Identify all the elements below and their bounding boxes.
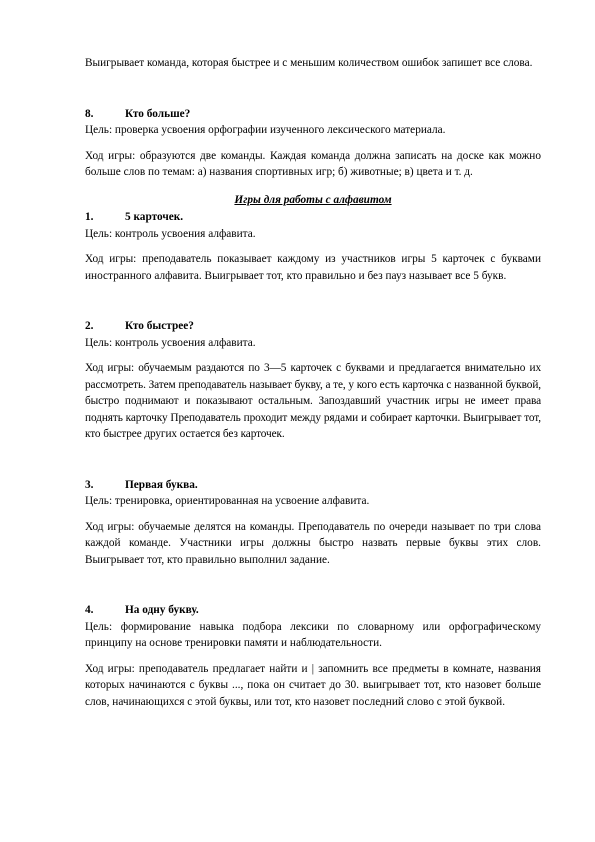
game-3-title: Первая буква.: [125, 478, 198, 491]
game-8-heading: [85, 106, 541, 123]
game-1-course: Ход игры: преподаватель показывает каждому из участников игры 5 карточек с буквами иностранного алфавита. Выигрывает тот, кто правильно и без пауз называет все 5 букв.: [85, 253, 541, 282]
game-8-course: Ход игры: образуются две команды. Каждая команда должна записать на доске как можно больше слов по темам: а) названия спортивных игр; б) животные; в) цвета и т. д.: [85, 149, 541, 178]
game-4-goal: Цель: формирование навыка подбора лексики по словарному или орфографическому принципу на основе тренировки памяти и наблюдательности.: [85, 620, 541, 649]
intro-paragraph: Выигрывает команда, которая быстрее и с меньшим количеством ошибок запишет все слова.: [85, 57, 533, 69]
section-title: Игры для работы с алфавитом: [234, 193, 392, 206]
game-2-course: Ход игры: обучаемым раздаются по 3—5 карточек с буквами и предлагается внимательно их рассмотреть. Затем преподаватель называет букву, а те, у кого есть карточка с названной буквой, быстро поднимают и показывают остальным. Запоздавший участник игры не имеет права поднять карточку Преподаватель проходит между рядами и собирает карточки. Выигрывает тот, кто быстрее других остается без карточек.: [85, 362, 541, 440]
game-2-number: 2.: [85, 320, 94, 332]
game-3-goal: Цель: тренировка, ориентированная на усвоение алфавита.: [85, 495, 370, 507]
game-4-course: Ход игры: преподаватель предлагает найти и | запомнить все предметы в комнате, названия которых начинаются с буквы ..., пока он считает до 30. выигрывает тот, кто назовет больше слов, начинающихся с этой буквы, или тот, кто назовет последний слово с этой буквой.: [85, 662, 541, 708]
document-page: [85, 55, 541, 710]
game-3-number: 3.: [85, 478, 94, 491]
game-4-title: На одну букву.: [125, 604, 199, 616]
game-8-number: 8.: [85, 107, 94, 120]
game-1-goal: Цель: контроль усвоения алфавита.: [85, 227, 256, 240]
game-1-number: 1.: [85, 211, 94, 223]
game-2-title: Кто быстрее?: [125, 320, 194, 332]
game-1-heading: [85, 209, 541, 226]
game-8-title: Кто больше?: [125, 107, 191, 120]
game-1-title: 5 карточек.: [125, 211, 184, 223]
game-8-goal: Цель: проверка усвоения орфографии изученного лексического материала.: [85, 124, 446, 136]
game-2-heading: [85, 318, 541, 335]
game-2-goal: Цель: контроль усвоения алфавита.: [85, 336, 256, 349]
game-3-course: Ход игры: обучаемые делятся на команды. Преподаватель по очереди называет по три слова каждой команде. Участники игры должны быстро назвать первые буквы этих слов. Выигрывает тот, кто правильно выполнил задание.: [85, 520, 541, 566]
game-4-number: 4.: [85, 604, 94, 616]
game-4-heading: [85, 602, 541, 619]
game-3-heading: [85, 477, 541, 494]
